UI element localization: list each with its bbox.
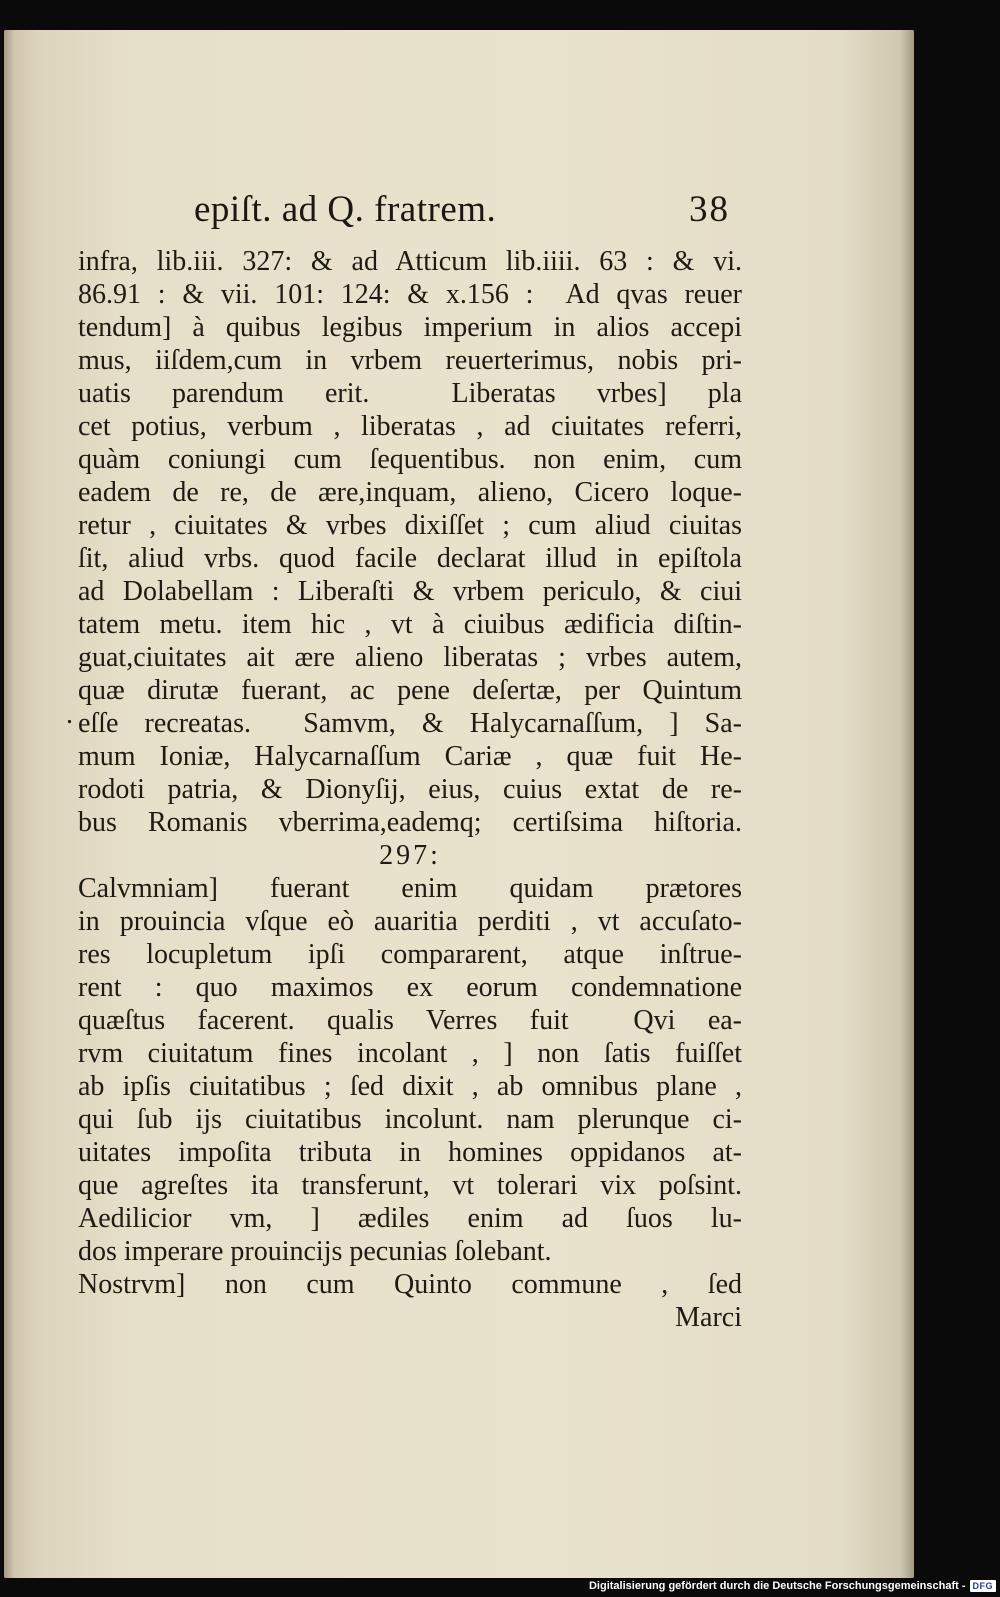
book-page: [4, 30, 914, 1578]
text-line: uitates impoſita tributa in homines oppidanos at-: [78, 1137, 742, 1168]
text-line: quæſtus facerent. qualis Verres fuit Qvi ea-: [78, 1005, 742, 1036]
page-gutter-shadow: [4, 30, 14, 1578]
text-line: ad Dolabellam : Liberaſti & vrbem periculo, & ciui: [78, 576, 742, 607]
text-line: quàm coniungi cum ſequentibus. non enim, cum: [78, 444, 742, 475]
text-line: Aedilicior vm, ] ædiles enim ad ſuos lu-: [78, 1203, 742, 1234]
text-line: rent : quo maximos ex eorum condemnatione: [78, 972, 742, 1003]
text-line: Nostrvm] non cum Quinto commune , ſed: [78, 1269, 742, 1300]
text-line: uatis parendum erit. Liberatas vrbes] pla: [78, 378, 742, 409]
text-line: cet potius, verbum , liberatas , ad ciuitates referri,: [78, 411, 742, 442]
text-line: mum Ioniæ, Halycarnaſſum Cariæ , quæ fuit He-: [78, 741, 742, 772]
text-line: in prouincia vſque eò auaritia perditi , vt accuſato-: [78, 906, 742, 937]
text-line: eadem de re, de ære,inquam, alieno, Cicero loque-: [78, 477, 742, 508]
margin-marker: .: [66, 699, 73, 730]
catchword: Marci: [675, 1302, 742, 1333]
text-line: Calvmniam] fuerant enim quidam prætores: [78, 873, 742, 904]
running-title: epiſt. ad Q. fratrem.: [194, 189, 497, 230]
text-line: guat,ciuitates ait ære alieno liberatas ; vrbes autem,: [78, 642, 742, 673]
digitization-credit: [589, 1577, 996, 1595]
text-line: quæ dirutæ fuerant, ac pene deſertæ, per Quintum: [78, 675, 742, 706]
page-number: 38: [689, 189, 730, 230]
text-line: bus Romanis vberrima,eademq; certiſsima hiſtoria.: [78, 807, 742, 838]
text-line: ab ipſis ciuitatibus ; ſed dixit , ab omnibus plane ,: [78, 1071, 742, 1102]
text-line: rvm ciuitatum fines incolant , ] non ſatis fuiſſet: [78, 1038, 742, 1069]
dfg-logo: DFG: [970, 1580, 997, 1592]
text-line: infra, lib.iii. 327: & ad Atticum lib.iiii. 63 : & vi.: [78, 246, 742, 277]
text-line: dos imperare prouincijs pecunias ſolebant.: [78, 1236, 552, 1267]
text-line: retur , ciuitates & vrbes dixiſſet ; cum aliud ciuitas: [78, 510, 742, 541]
text-line: tendum] à quibus legibus imperium in alios accepi: [78, 312, 742, 343]
text-line: tatem metu. item hic , vt à ciuibus ædificia diſtin-: [78, 609, 742, 640]
text-line: 86.91 : & vii. 101: 124: & x.156 : Ad qvas reuer: [78, 279, 742, 310]
body-text: [78, 245, 742, 1334]
credit-text: Digitalisierung gefördert durch die Deutsche Forschungsgemeinschaft -: [588, 1580, 966, 1592]
section-number: 297:: [379, 840, 441, 871]
text-line: res locupletum ipſi compararent, atque inſtrue-: [78, 939, 742, 970]
text-line: ſit, aliud vrbs. quod facile declarat illud in epiſtola: [78, 543, 742, 574]
text-line: mus, iiſdem,cum in vrbem reuerterimus, nobis pri-: [78, 345, 742, 376]
text-line: rodoti patria, & Dionyſij, eius, cuius extat de re-: [78, 774, 742, 805]
text-line: qui ſub ijs ciuitatibus incolunt. nam plerunque ci-: [78, 1104, 742, 1135]
text-line: que agreſtes ita transferunt, vt tolerari vix poſsint.: [78, 1170, 742, 1201]
text-line: eſſe recreatas. Samvm, & Halycarnaſſum, ] Sa-: [78, 708, 742, 739]
